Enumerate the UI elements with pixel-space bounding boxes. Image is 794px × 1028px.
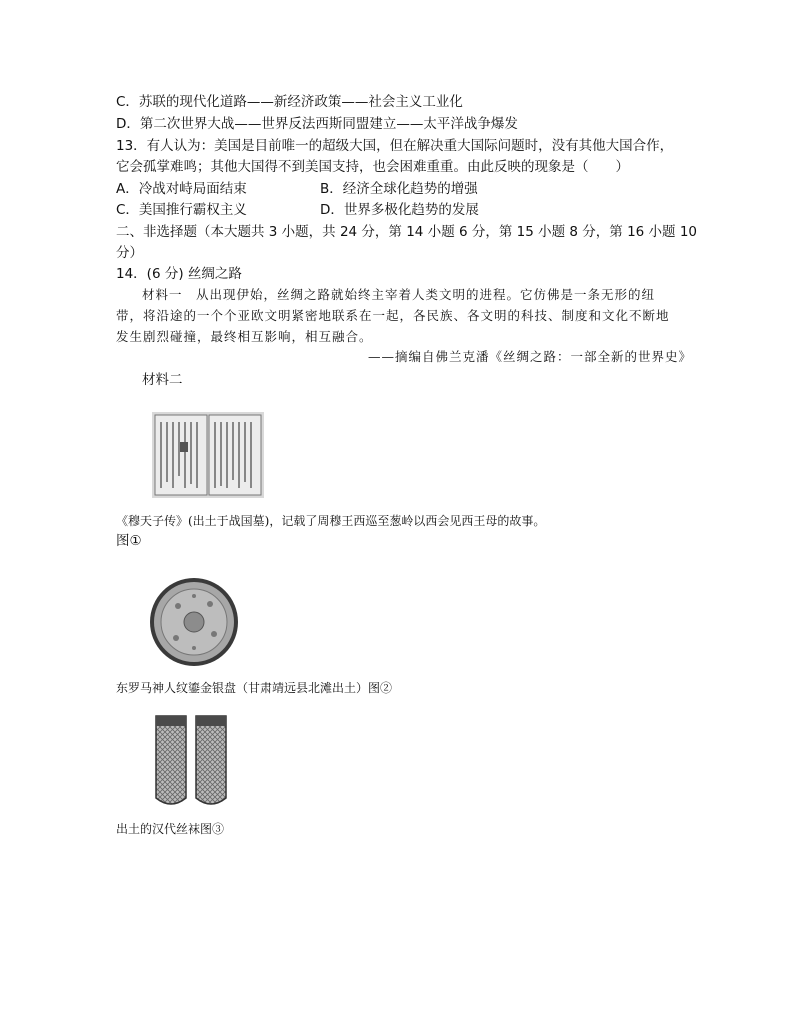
figure3-caption: 出土的汉代丝袜图③	[116, 822, 225, 836]
figure2-caption: 东罗马神人纹鎏金银盘（甘肃靖远县北滩出土）图②	[116, 681, 393, 695]
figure1-caption: 《穆天子传》(出土于战国墓)，记载了周穆王西巡至葱岭以西会见西王母的故事。	[116, 514, 546, 528]
q13-option-c: C．美国推行霸权主义	[116, 202, 247, 218]
q13-stem-line1: 13．有人认为：美国是目前唯一的超级大国，但在解决重大国际问题时，没有其他大国合作，	[116, 138, 674, 154]
material2-label: 材料二	[142, 372, 183, 388]
section2-heading-line1: 二、非选择题（本大题共 3 小题，共 24 分，第 14 小题 6 分，第 15 小题 8 分，第 16 小题 10	[116, 224, 698, 240]
mu-tianzi-zhuan-book-image	[152, 412, 264, 498]
material1-line2: 带，将沿途的一个个亚欧文明紧密地联系在一起，各民族、各文明的科技、制度和文化不断地	[116, 308, 670, 323]
q14-title: 14．(6 分) 丝绸之路	[116, 266, 242, 282]
q12-option-c: C．苏联的现代化道路——新经济政策——社会主义工业化	[116, 94, 463, 110]
q12-option-d: D．第二次世界大战——世界反法西斯同盟建立——太平洋战争爆发	[116, 116, 518, 132]
han-silk-socks-image	[150, 712, 234, 810]
figure1-label: 图①	[116, 533, 142, 549]
section2-heading-line2: 分）	[116, 245, 143, 261]
material1-line3: 发生剧烈碰撞，最终相互影响，相互融合。	[116, 329, 373, 344]
material1-line1: 材料一 从出现伊始，丝绸之路就始终主宰着人类文明的进程。它仿佛是一条无形的纽	[142, 287, 656, 302]
material1-source: ——摘编自佛兰克潘《丝绸之路：一部全新的世界史》	[368, 349, 693, 364]
q13-option-b: B．经济全球化趋势的增强	[320, 181, 478, 197]
gilded-silver-plate-image	[148, 576, 240, 668]
q13-stem-line2: 它会孤掌难鸣；其他大国得不到美国支持，也会困难重重。由此反映的现象是（ ）	[116, 159, 629, 175]
q13-option-d: D．世界多极化趋势的发展	[320, 202, 479, 218]
q13-option-a: A．冷战对峙局面结束	[116, 181, 247, 197]
